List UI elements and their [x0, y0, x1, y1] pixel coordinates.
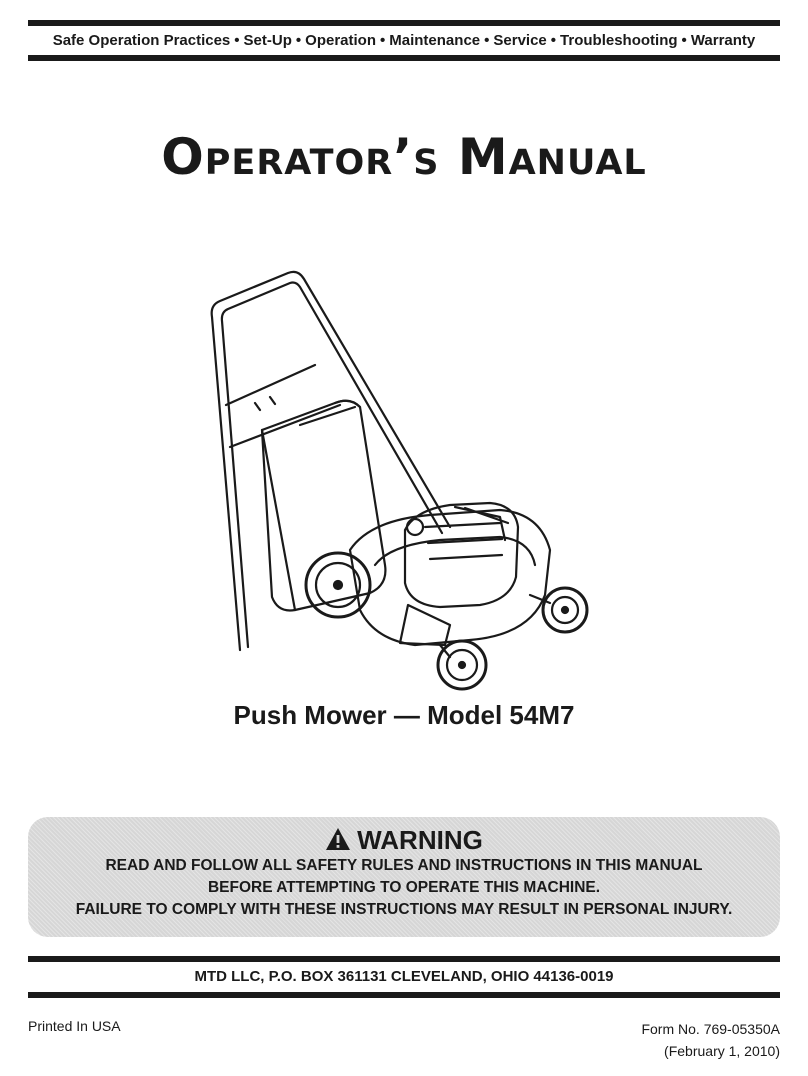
nav-item: Warranty	[690, 32, 756, 49]
nav-item: Service	[493, 32, 547, 49]
form-date: (February 1, 2010)	[664, 1043, 780, 1059]
top-rule	[28, 20, 780, 26]
warning-title-text: WARNING	[357, 825, 483, 855]
push-mower-illustration	[200, 265, 600, 695]
warning-line: FAILURE TO COMPLY WITH THESE INSTRUCTIONS MAY RESULT IN PERSONAL INJURY.	[75, 901, 733, 918]
printed-in: Printed In USA	[28, 1018, 121, 1034]
warning-title	[28, 825, 780, 856]
model-heading: Push Mower — Model 54M7	[233, 700, 575, 730]
nav-bottom-rule	[28, 55, 780, 61]
warning-line: BEFORE ATTEMPTING TO OPERATE THIS MACHINE.	[207, 879, 601, 896]
nav-item: Set-Up	[243, 32, 292, 49]
form-info	[641, 1018, 780, 1062]
warning-triangle-icon	[325, 827, 351, 851]
nav-item: Troubleshooting	[560, 32, 678, 49]
form-number: Form No. 769-05350A	[641, 1021, 780, 1037]
warning-box	[28, 817, 780, 937]
page-title: Operator’s Manual	[161, 128, 647, 186]
nav-item: Operation	[305, 32, 376, 49]
footer-bottom-rule	[28, 992, 780, 998]
nav-item: Safe Operation Practices	[52, 32, 231, 49]
footer-top-rule	[28, 956, 780, 962]
warning-line: READ AND FOLLOW ALL SAFETY RULES AND INSTRUCTIONS IN THIS MANUAL	[105, 857, 703, 874]
section-nav: Safe Operation Practices • Set-Up • Operation • Maintenance • Service • Troubleshooting • Warranty	[28, 28, 780, 54]
nav-item: Maintenance	[389, 32, 481, 49]
company-address: MTD LLC, P.O. BOX 361131 CLEVELAND, OHIO 44136-0019	[194, 968, 614, 985]
